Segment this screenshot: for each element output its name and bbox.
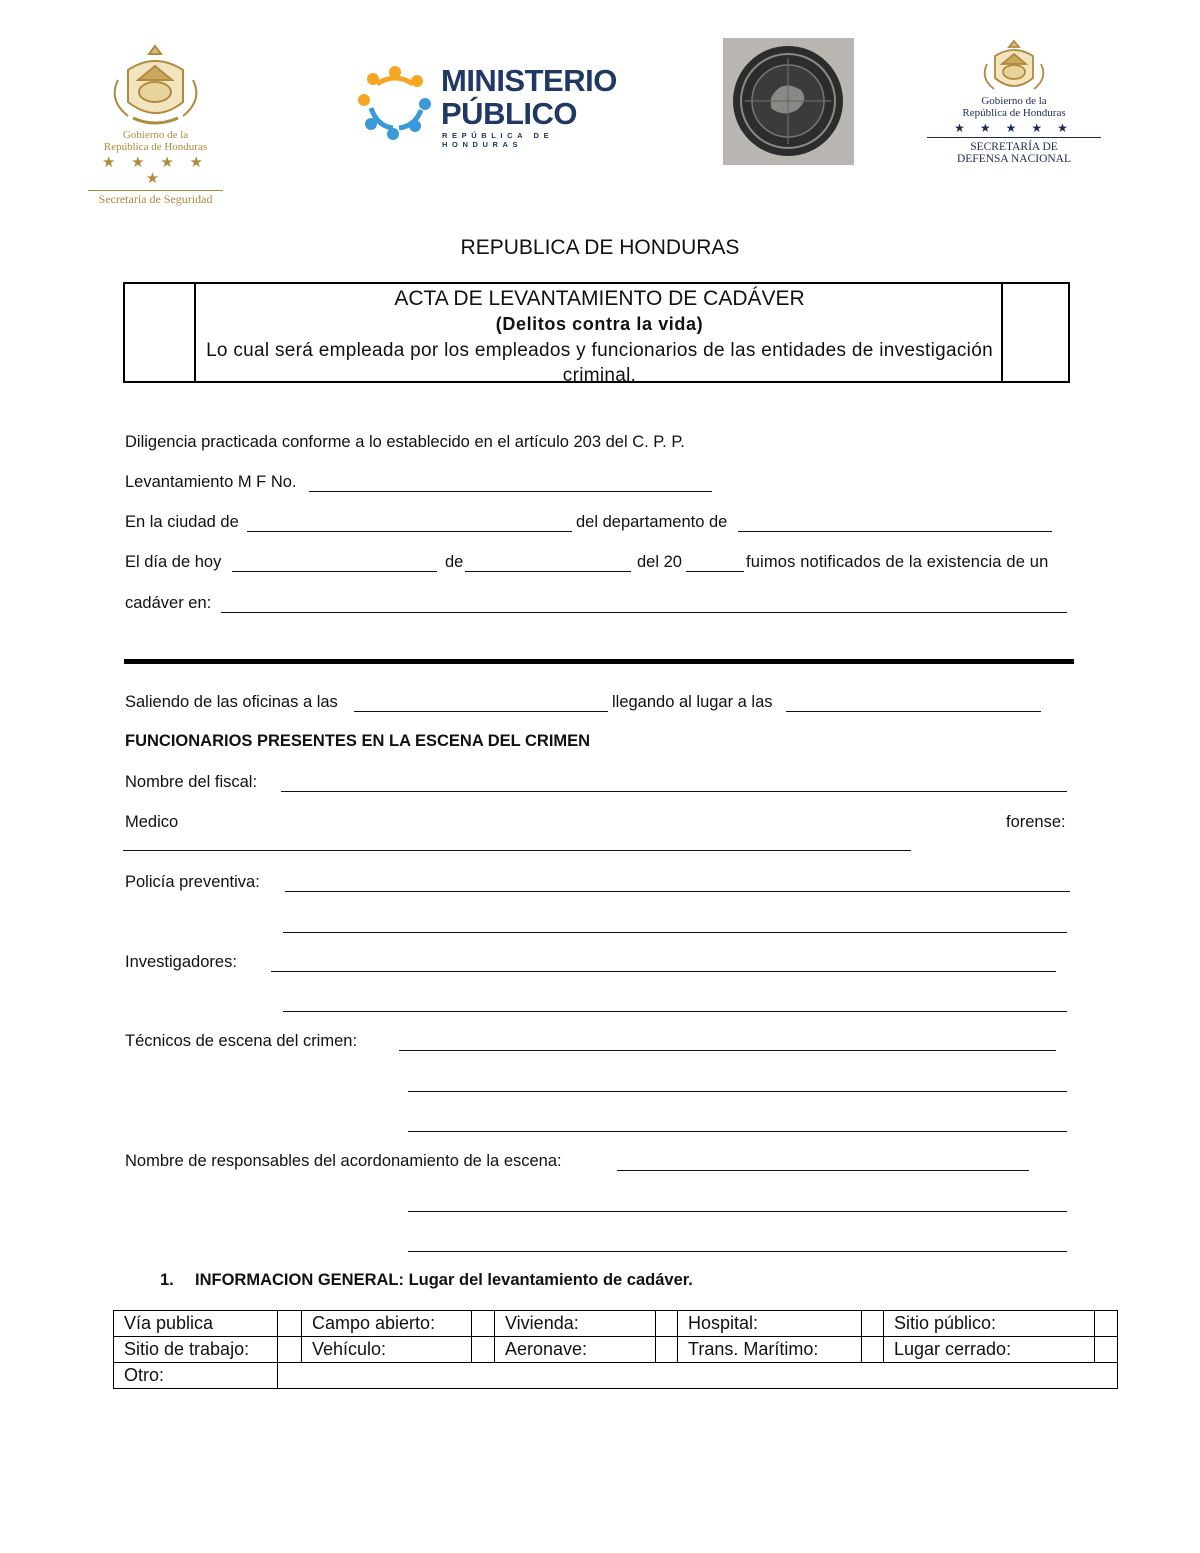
mp-word-publico: PÚBLICO (441, 96, 577, 131)
police-seal-icon (723, 38, 854, 165)
saliendo-label: Saliendo de las oficinas a las (125, 693, 338, 711)
place-aeronave-label: Aeronave: (495, 1337, 656, 1363)
departamento-label: del departamento de (576, 513, 728, 531)
logo-line1: Gobierno de la (122, 129, 189, 141)
coat-of-arms-icon (925, 38, 1103, 96)
logo-line3: SECRETARÍA DE (970, 140, 1058, 153)
acordonamiento-label: Nombre de responsables del acordonamiento de la escena: (125, 1152, 562, 1170)
place-sitio-publico-checkbox[interactable] (1095, 1311, 1118, 1337)
cadaver-label: cadáver en: (125, 594, 212, 612)
del20-label: del 20 (637, 553, 682, 571)
section1-number: 1. (160, 1271, 174, 1289)
ciudad-field[interactable] (247, 531, 572, 532)
investigadores-field-1[interactable] (271, 971, 1056, 972)
officials-heading: FUNCIONARIOS PRESENTES EN LA ESCENA DEL CRIMEN (125, 732, 591, 750)
dia-label: El día de hoy (125, 553, 222, 571)
form-subtitle: (Delitos contra la vida) (495, 314, 704, 334)
place-sitio-publico-label: Sitio público: (884, 1311, 1095, 1337)
tecnicos-field-3[interactable] (408, 1131, 1067, 1132)
fiscal-field[interactable] (281, 791, 1067, 792)
investigadores-field-2[interactable] (283, 1011, 1067, 1012)
medico-label: Medico (125, 813, 179, 831)
acordonamiento-field-2[interactable] (408, 1211, 1067, 1212)
ministerio-publico-ring-icon (355, 62, 435, 142)
place-aeronave-checkbox[interactable] (656, 1337, 678, 1363)
place-sitio-trabajo-label: Sitio de trabajo: (114, 1337, 278, 1363)
policia-label: Policía preventiva: (125, 873, 260, 891)
table-row (114, 1337, 1118, 1363)
place-otro-label: Otro: (114, 1363, 278, 1389)
place-vehiculo-checkbox[interactable] (472, 1337, 495, 1363)
levantamiento-label: Levantamiento M F No. (125, 473, 297, 491)
llegando-field[interactable] (786, 711, 1041, 712)
place-trans-maritimo-checkbox[interactable] (862, 1337, 884, 1363)
diligencia-text: Diligencia practicada conforme a lo establecido en el artículo 203 del C. P. P. (125, 433, 685, 451)
place-lugar-cerrado-checkbox[interactable] (1095, 1337, 1118, 1363)
form-description: Lo cual será empleada por los empleados y funcionarios de las entidades de investigación criminal. (206, 340, 993, 386)
fuimos-text: fuimos notificados de la existencia de un (746, 553, 1049, 571)
seal-image (723, 38, 854, 165)
table-row (114, 1311, 1118, 1337)
logo-line2: República de Honduras (103, 140, 208, 153)
place-lugar-cerrado-label: Lugar cerrado: (884, 1337, 1095, 1363)
logo-ministerio-publico (355, 62, 617, 149)
acordonamiento-field-3[interactable] (408, 1251, 1067, 1252)
dia-field[interactable] (232, 571, 437, 572)
cadaver-location-field[interactable] (221, 612, 1067, 613)
section-divider (124, 659, 1074, 664)
acordonamiento-field-1[interactable] (617, 1170, 1029, 1171)
place-via-publica-label: Vía publica (114, 1311, 278, 1337)
mes-field[interactable] (465, 571, 631, 572)
logo-line1: Gobierno de la (981, 95, 1047, 107)
logo-defensa-nacional (925, 38, 1103, 168)
saliendo-field[interactable] (354, 711, 608, 712)
place-hospital-label: Hospital: (678, 1311, 862, 1337)
place-hospital-checkbox[interactable] (862, 1311, 884, 1337)
tecnicos-field-1[interactable] (399, 1050, 1056, 1051)
tecnicos-field-2[interactable] (408, 1091, 1067, 1092)
logo-line4: DEFENSA NACIONAL (956, 152, 1072, 165)
ciudad-label: En la ciudad de (125, 513, 239, 531)
header-box (123, 282, 1070, 386)
coat-of-arms-icon (88, 40, 223, 128)
place-campo-abierto-label: Campo abierto: (302, 1311, 472, 1337)
investigadores-label: Investigadores: (125, 953, 237, 971)
logo-secretaria-seguridad (88, 40, 223, 206)
logo-line3: Secretaría de Seguridad (88, 190, 223, 206)
fiscal-label: Nombre del fiscal: (125, 773, 258, 791)
mp-subtitle: REPÚBLICA DE HONDURAS (442, 131, 554, 149)
place-otro-field[interactable] (278, 1363, 1118, 1389)
forense-label: forense: (1006, 813, 1066, 831)
place-campo-abierto-checkbox[interactable] (472, 1311, 495, 1337)
logo-stars: ★ ★ ★ ★ ★ (954, 121, 1074, 136)
levantamiento-field[interactable] (309, 491, 712, 492)
tecnicos-label: Técnicos de escena del crimen: (125, 1032, 358, 1050)
departamento-field[interactable] (738, 531, 1052, 532)
table-row (114, 1363, 1118, 1389)
policia-field-1[interactable] (285, 891, 1070, 892)
place-vivienda-checkbox[interactable] (656, 1311, 678, 1337)
logo-stars: ★ ★ ★ ★ ★ (101, 155, 210, 187)
document-country-title: REPUBLICA DE HONDURAS (460, 236, 740, 259)
place-vivienda-label: Vivienda: (495, 1311, 656, 1337)
place-trans-maritimo-label: Trans. Marítimo: (678, 1337, 862, 1363)
place-via-publica-checkbox[interactable] (278, 1311, 302, 1337)
de-label: de (445, 553, 464, 571)
form-title: ACTA DE LEVANTAMIENTO DE CADÁVER (394, 287, 805, 310)
policia-field-2[interactable] (283, 932, 1067, 933)
places-table (113, 1310, 1118, 1389)
place-vehiculo-label: Vehículo: (302, 1337, 472, 1363)
medico-forense-field[interactable] (123, 850, 911, 851)
mp-word-ministerio: MINISTERIO (441, 63, 617, 98)
section1-title: INFORMACION GENERAL: Lugar del levantamiento de cadáver. (195, 1271, 693, 1289)
anio-field[interactable] (686, 571, 744, 572)
llegando-label: llegando al lugar a las (612, 693, 773, 711)
place-sitio-trabajo-checkbox[interactable] (278, 1337, 302, 1363)
logo-line2: República de Honduras (962, 106, 1066, 119)
